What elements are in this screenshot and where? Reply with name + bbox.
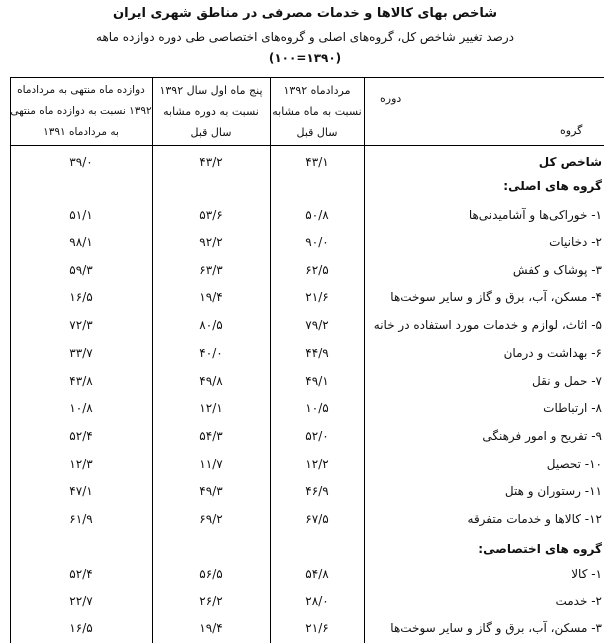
row-value-v1 [270,535,364,563]
row-value-v2: ۸۰/۵ [199,318,223,332]
row-value-v2: ۴۳/۲ [199,155,223,169]
row-value-v3 [10,172,152,200]
row-label: ۳- پوشاک و کفش [512,263,602,277]
table-row [0,535,610,563]
row-label: ۱- خوراکی‌ها و آشامیدنی‌ها [468,208,602,222]
row-value-v3: ۳۹/۰ [69,155,93,169]
header-text: مردادماه ۱۳۹۲ [283,84,351,97]
row-label: ۱۲- کالاها و خدمات متفرقه [467,512,602,526]
header-text: سال قبل [296,126,338,139]
row-label: ۷- حمل و نقل [532,374,602,388]
row-value-v1: ۵۴/۸ [305,567,329,581]
row-value-v3: ۵۲/۴ [69,429,93,443]
row-label: ۵- اثاث، لوازم و خدمات مورد استفاده در خانه [373,318,602,332]
row-value-v2 [152,535,270,563]
row-value-v3: ۱۶/۵ [69,621,93,635]
table-row [0,201,610,229]
row-value-v3: ۵۹/۳ [69,263,93,277]
row-label: گروه های اصلی: [503,179,602,193]
row-value-v3: ۱۰/۸ [69,401,93,415]
table-row [0,311,610,339]
row-value-v3: ۳۳/۷ [69,346,93,360]
row-label: ۶- بهداشت و درمان [503,346,602,360]
row-label: ۲- خدمت [555,594,602,608]
row-value-v2: ۵۴/۳ [199,429,223,443]
row-value-v2: ۱۹/۴ [199,621,223,635]
header-group-label: گروه [560,124,583,137]
row-value-v3: ۱۶/۵ [69,290,93,304]
table-row [0,422,610,450]
table-row [0,394,610,422]
row-value-v2: ۴۰/۰ [199,346,223,360]
row-value-v1 [270,172,364,200]
header-period-label: دوره [380,92,402,105]
header-text: نسبت به دوره مشابه [163,105,259,118]
row-value-v1: ۶۷/۵ [305,512,329,526]
row-value-v2: ۹۲/۲ [199,235,223,249]
table-row [0,477,610,505]
header-text: به مردادماه ۱۳۹۱ [43,126,119,138]
row-label: ۲- دخانیات [549,235,602,249]
table-row [0,228,610,256]
header-text: سال قبل [190,126,232,139]
row-value-v3: ۴۳/۸ [69,374,93,388]
row-value-v3: ۵۲/۴ [69,567,93,581]
row-value-v1: ۴۴/۹ [305,346,329,360]
table-row [0,614,610,642]
row-label: ۸- ارتباطات [543,401,602,415]
header-col-month [270,80,364,142]
row-label: ۹- تفریح و امور فرهنگی [482,429,602,443]
row-value-v1: ۲۱/۶ [305,621,329,635]
row-value-v2: ۶۳/۳ [199,263,223,277]
base-year-note: (۱۳۹۰=۱۰۰) [268,51,342,65]
table-row [0,587,610,615]
header-bottom-rule [10,145,604,146]
row-value-v1: ۷۹/۲ [305,318,329,332]
row-value-v2: ۵۳/۶ [199,208,223,222]
row-value-v2: ۲۶/۲ [199,594,223,608]
table-subtitle: درصد تغییر شاخص کل، گروه‌های اصلی و گروه‌های اختصاصی طی دوره دوازده ماهه [96,30,514,44]
table-title: شاخص بهای کالاها و خدمات مصرفی در مناطق شهری ایران [112,6,498,21]
header-top-rule [10,77,604,78]
row-value-v3: ۶۱/۹ [69,512,93,526]
header-text: دوازده ماه منتهی به مردادماه [17,84,145,96]
row-value-v3: ۲۲/۷ [69,594,93,608]
row-value-v1: ۴۳/۱ [305,155,329,169]
row-value-v1: ۴۶/۹ [305,484,329,498]
row-value-v3: ۴۷/۱ [69,484,93,498]
row-value-v3 [10,535,152,563]
row-value-v2: ۱۲/۱ [199,401,223,415]
row-label: ۴- مسکن، آب، برق و گاز و سایر سوخت‌ها [390,290,602,304]
row-value-v2: ۶۹/۲ [199,512,223,526]
row-value-v1: ۹۰/۰ [305,235,329,249]
header-col-twelve-months [10,80,152,142]
row-value-v2 [152,172,270,200]
row-value-v2: ۱۹/۴ [199,290,223,304]
row-label: ۳- مسکن، آب، برق و گاز و سایر سوخت‌ها [390,621,602,635]
table-row [0,367,610,395]
row-value-v2: ۱۱/۷ [199,457,223,471]
row-value-v2: ۵۶/۵ [199,567,223,581]
row-label: گروه های اختصاصی: [478,542,602,556]
row-value-v1: ۴۹/۱ [305,374,329,388]
table-row [0,505,610,533]
row-value-v1: ۲۸/۰ [305,594,329,608]
row-value-v3: ۹۸/۱ [69,235,93,249]
row-value-v1: ۱۰/۵ [305,401,329,415]
row-value-v1: ۶۲/۵ [305,263,329,277]
row-value-v3: ۵۱/۱ [69,208,93,222]
table-row [0,172,610,200]
header-text: ۱۳۹۲ نسبت به دوازده ماه منتهی [10,105,152,117]
header-col-five-months [152,80,270,142]
row-value-v3: ۷۲/۳ [69,318,93,332]
table-row [0,283,610,311]
row-value-v1: ۱۲/۲ [305,457,329,471]
table-row [0,450,610,478]
row-label: ۱۰- تحصیل [546,457,602,471]
row-value-v1: ۵۰/۸ [305,208,329,222]
table-row [0,256,610,284]
row-value-v3: ۱۲/۳ [69,457,93,471]
header-text: نسبت به ماه مشابه [272,105,362,118]
table-row [0,560,610,588]
row-value-v1: ۵۲/۰ [305,429,329,443]
header-text: پنج ماه اول سال ۱۳۹۲ [159,84,263,97]
row-value-v1: ۲۱/۶ [305,290,329,304]
row-value-v2: ۴۹/۳ [199,484,223,498]
row-label: ۱۱- رستوران و هتل [504,484,602,498]
row-value-v2: ۴۹/۸ [199,374,223,388]
table-row [0,339,610,367]
row-label: شاخص کل [538,155,602,169]
row-label: ۱- کالا [571,567,602,581]
